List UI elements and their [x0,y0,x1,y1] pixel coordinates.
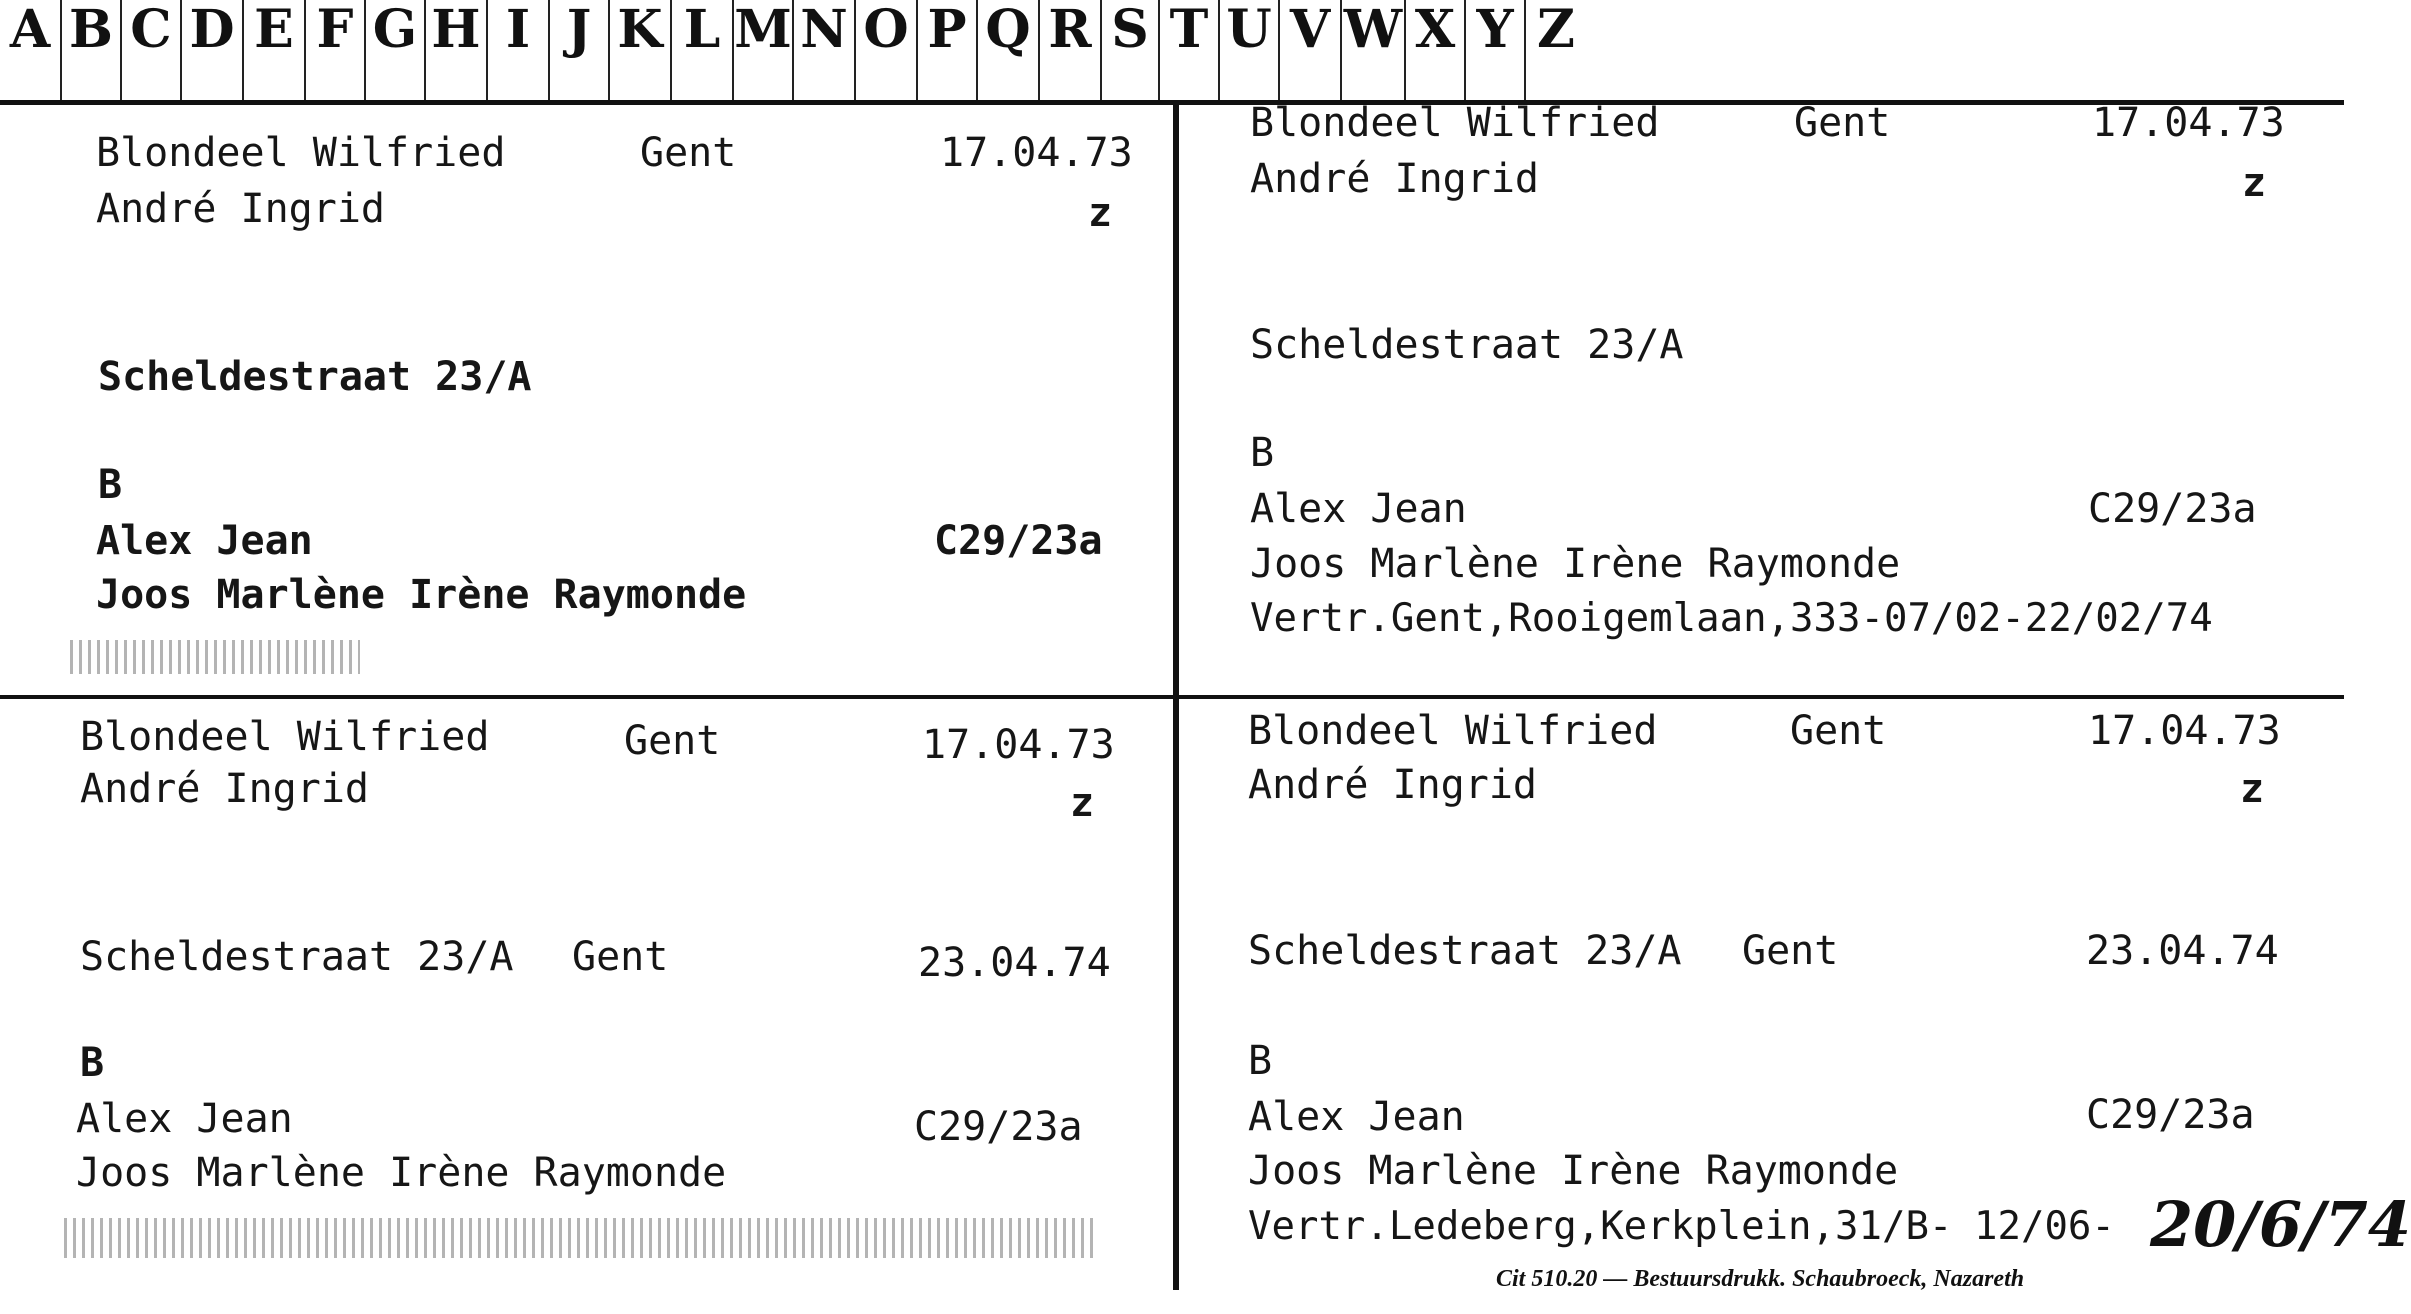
card-parent-1: Alex Jean [76,1096,293,1142]
card-spouse: André Ingrid [1250,156,1539,202]
card-departure: Vertr.Gent,Rooigemlaan,333-07/02-22/02/74 [1250,596,2213,641]
card-address: Scheldestraat 23/A [80,934,514,980]
index-letter-y: Y [1466,0,1526,100]
index-letter-d: D [182,0,244,100]
index-letter-a: A [0,0,62,100]
card-address: Scheldestraat 23/A [1250,322,1684,368]
index-letter-j: J [550,0,610,100]
card-code: z [2240,766,2265,812]
card-code: z [1088,190,1113,236]
index-letter-z: Z [1537,0,1575,60]
index-letter-e: E [244,0,306,100]
index-letter-v: V [1280,0,1342,100]
card-parent-1: Alex Jean [1250,486,1467,532]
card-parent-1: Alex Jean [96,518,313,564]
index-letter-k: K [610,0,672,100]
card-letter: B [98,462,123,508]
card-letter: B [1248,1038,1273,1084]
ink-smear [70,640,360,674]
card-reference: C29/23a [2088,486,2257,532]
card-address: Scheldestraat 23/A [98,354,532,400]
index-letter-u: U [1220,0,1280,100]
card-name: Blondeel Wilfried [96,130,506,176]
card-parent-2: Joos Marlène Irène Raymonde [1250,541,1901,587]
alphabet-index-strip [0,0,2344,105]
index-letter-t: T [1160,0,1220,100]
index-letter-q: Q [978,0,1040,100]
card-letter: B [1250,430,1275,476]
index-letter-p: P [918,0,978,100]
card-date: 17.04.73 [2088,708,2281,754]
card-spouse: André Ingrid [96,186,385,232]
card-spouse: André Ingrid [1248,762,1537,808]
index-letter-s: S [1102,0,1160,100]
card-place: Gent [640,130,737,176]
card-name: Blondeel Wilfried [1248,708,1658,754]
index-letter-m: M [734,0,794,100]
index-letter-c: C [122,0,182,100]
ink-smear [64,1218,1094,1258]
card-divider-horizontal [0,695,2344,699]
card-place: Gent [1790,708,1887,754]
card-date: 17.04.73 [922,722,1115,768]
index-letter-x: X [1406,0,1466,100]
index-letter-w: W [1342,0,1406,100]
card-place: Gent [1794,100,1891,146]
card-address-place: Gent [1742,928,1839,974]
card-date: 17.04.73 [2092,100,2285,146]
card-reference: C29/23a [934,518,1103,564]
card-spouse: André Ingrid [80,766,369,812]
card-address-date: 23.04.74 [2086,928,2279,974]
index-letter-b: B [62,0,122,100]
card-parent-2: Joos Marlène Irène Raymonde [1248,1148,1899,1194]
card-departure-date: 12/06- [1974,1204,2115,1249]
index-letter-h: H [426,0,488,100]
card-name: Blondeel Wilfried [80,714,490,760]
index-letter-o: O [856,0,918,100]
card-reference: C29/23a [2086,1092,2255,1138]
card-departure: Vertr.Ledeberg,Kerkplein,31/B- [1248,1204,1953,1249]
card-code: z [2242,160,2267,206]
card-letter: B [80,1040,105,1086]
card-parent-1: Alex Jean [1248,1094,1465,1140]
index-letter-g: G [366,0,426,100]
card-place: Gent [624,718,721,764]
card-address-place: Gent [572,934,669,980]
card-address: Scheldestraat 23/A [1248,928,1682,974]
index-letter-f: F [306,0,366,100]
card-date: 17.04.73 [940,130,1133,176]
index-letter-i: I [488,0,550,100]
card-name: Blondeel Wilfried [1250,100,1660,146]
card-parent-2: Joos Marlène Irène Raymonde [76,1150,727,1196]
printer-imprint: Cit 510.20 — Bestuursdrukk. Schaubroeck, Nazareth [1496,1266,2025,1292]
card-parent-2: Joos Marlène Irène Raymonde [96,572,747,618]
handwritten-date: 20/6/74 [2150,1188,2411,1261]
card-code: z [1070,780,1095,826]
index-letter-l: L [672,0,734,100]
card-reference: C29/23a [914,1104,1083,1150]
index-letter-r: R [1040,0,1102,100]
index-letter-n: N [794,0,856,100]
card-address-date: 23.04.74 [918,940,1111,986]
